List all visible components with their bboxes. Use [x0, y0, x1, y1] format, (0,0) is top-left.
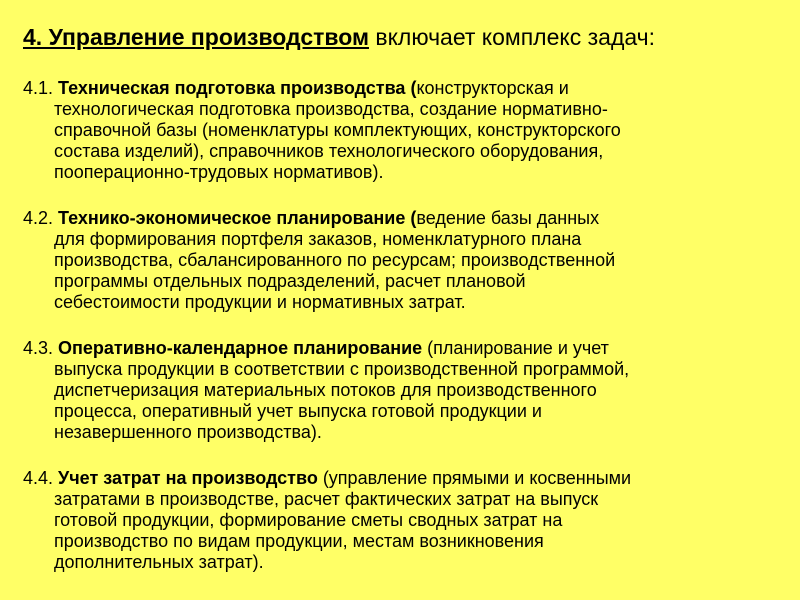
section-first-line	[23, 338, 783, 359]
section-title: Техническая подготовка производства (	[58, 78, 417, 98]
section-first-line	[23, 208, 783, 229]
section-first-line-text: (планирование и учет	[422, 338, 609, 358]
section-line: процесса, оперативный учет выпуска готовой продукции и	[54, 401, 542, 421]
section-line: незавершенного производства).	[54, 422, 322, 442]
section-4-2	[23, 208, 783, 313]
section-line: диспетчеризация материальных потоков для производственного	[54, 380, 597, 400]
section-line: пооперационно-трудовых нормативов).	[54, 162, 384, 182]
section-number: 4.1.	[23, 78, 59, 98]
section-line: выпуска продукции в соответствии с производственной программой,	[54, 359, 630, 379]
section-4-3	[23, 338, 783, 443]
section-line: затратами в производстве, расчет фактических затрат на выпуск	[54, 489, 599, 509]
section-number: 4.4.	[23, 468, 59, 488]
section-title: Технико-экономическое планирование (	[58, 208, 417, 228]
section-line: производства, сбалансированного по ресурсам; производственной	[54, 250, 616, 270]
heading-bold: 4. Управление производством	[23, 24, 369, 50]
section-line: производство по видам продукции, местам возникновения	[54, 531, 544, 551]
section-first-line	[23, 78, 783, 99]
section-first-line-text: ведение базы данных	[416, 208, 600, 228]
section-line: технологическая подготовка производства, создание нормативно-	[54, 99, 608, 119]
section-line: дополнительных затрат).	[54, 552, 264, 572]
section-number: 4.2.	[23, 208, 59, 228]
section-title: Учет затрат на производство	[58, 468, 318, 488]
section-line: программы отдельных подразделений, расчет плановой	[54, 271, 526, 291]
section-line: себестоимости продукции и нормативных затрат.	[54, 292, 466, 312]
section-first-line-text: (управление прямыми и косвенными	[317, 468, 632, 488]
section-4-1	[23, 78, 783, 183]
section-line: для формирования портфеля заказов, номенклатурного плана	[54, 229, 582, 249]
section-line: состава изделий), справочников технологического оборудования,	[54, 141, 604, 161]
section-title: Оперативно-календарное планирование	[58, 338, 423, 358]
section-first-line-text: конструкторская и	[416, 78, 569, 98]
heading-rest: включает комплекс задач:	[368, 24, 656, 50]
section-4-4	[23, 468, 783, 573]
section-number: 4.3.	[23, 338, 59, 358]
section-first-line	[23, 468, 783, 489]
slide-heading	[23, 22, 655, 52]
section-line: готовой продукции, формирование сметы сводных затрат на	[54, 510, 563, 530]
section-line: справочной базы (номенклатуры комплектующих, конструкторского	[54, 120, 621, 140]
